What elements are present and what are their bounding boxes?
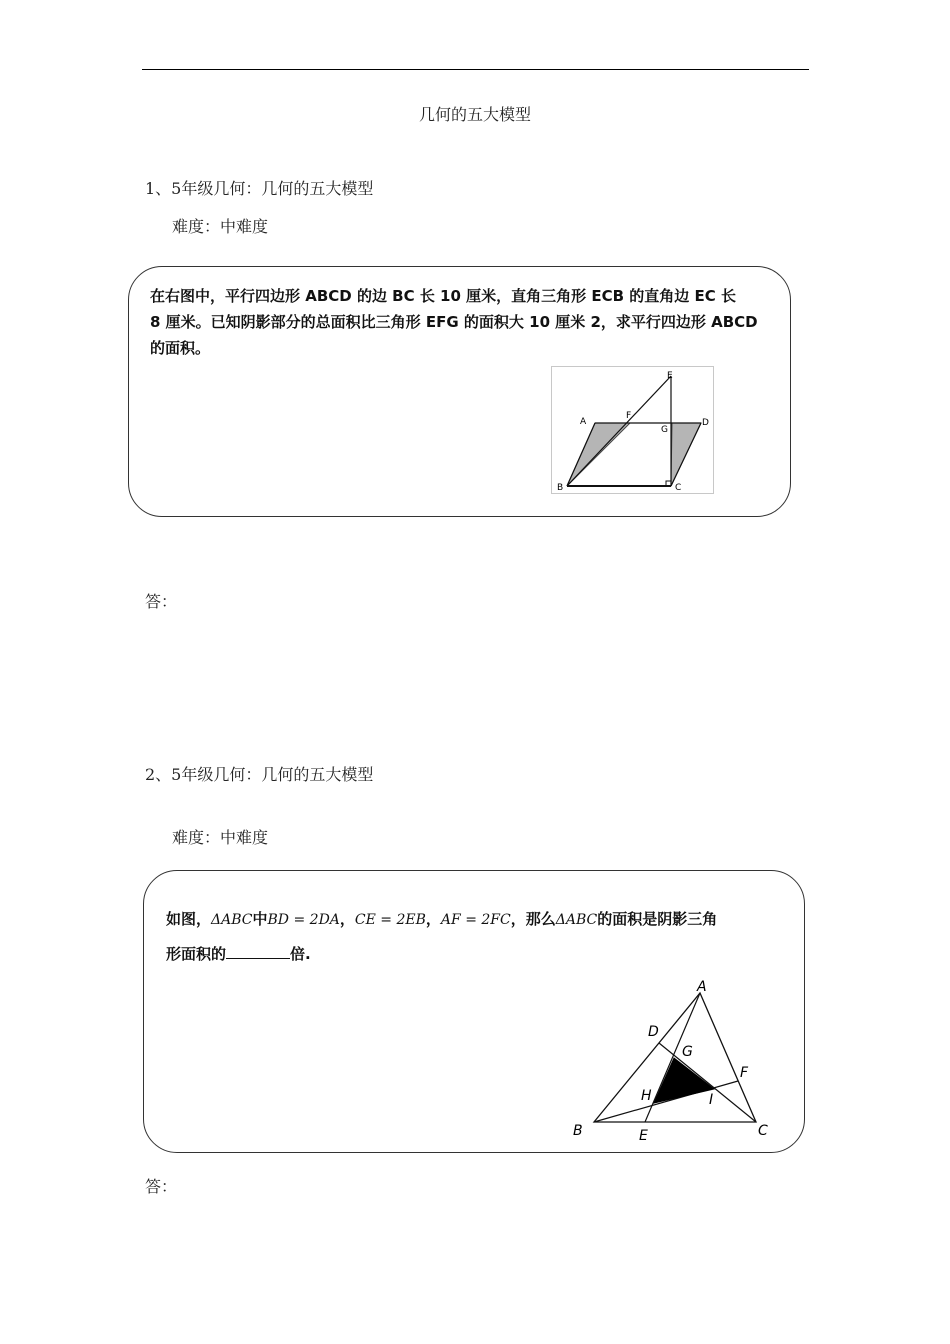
label-d: D: [648, 1024, 659, 1040]
question-2-line-2: [166, 937, 796, 971]
question-1-text: [150, 283, 780, 361]
label-f: F: [626, 411, 632, 421]
label-h: H: [641, 1088, 652, 1104]
question-1-line-2: 8 厘米。已知阴影部分的总面积比三角形 EFG 的面积大 10 厘米 2，求平行四边形 ABCD: [150, 313, 758, 331]
question-2-line-1: [166, 902, 796, 937]
q2-math-ce: CE = 2EB: [354, 912, 426, 928]
q2-math-af: AF = 2FC: [440, 912, 511, 928]
q2-text-times: 倍.: [290, 945, 311, 963]
q2-math-abc: ΔABC: [211, 912, 253, 928]
question-1-heading: 1、5年级几何：几何的五大模型: [145, 179, 374, 198]
label-a: A: [580, 417, 587, 427]
question-2-figure: [570, 976, 780, 1148]
question-1-difficulty: 难度：中难度: [172, 217, 269, 236]
label-b: B: [557, 483, 564, 493]
label-c: C: [758, 1123, 768, 1139]
q2-text-intro: 如图，: [166, 910, 212, 928]
q2-text-namo: ，那么: [510, 910, 556, 928]
label-d: D: [702, 418, 709, 428]
label-f: F: [740, 1065, 749, 1081]
label-g: G: [661, 425, 668, 435]
question-2-difficulty: 难度：中难度: [172, 828, 269, 847]
label-i: I: [709, 1092, 714, 1108]
question-1-answer: 答：: [145, 592, 178, 611]
q2-text-zhong: 中: [252, 910, 268, 928]
label-e: E: [667, 371, 673, 381]
question-1-line-3: 的面积。: [150, 339, 211, 357]
label-b: B: [573, 1123, 583, 1139]
question-1-figure: [551, 366, 714, 494]
label-e: E: [639, 1128, 648, 1144]
label-g: G: [682, 1044, 693, 1060]
label-c: C: [675, 483, 682, 493]
question-2-heading: 2、5年级几何：几何的五大模型: [145, 765, 374, 784]
page-title: 几何的五大模型: [418, 105, 531, 124]
label-a: A: [697, 979, 707, 995]
question-2-answer: 答：: [145, 1177, 178, 1196]
q2-text-area: 的面积是阴影三角: [597, 910, 718, 928]
q2-text-shape: 形面积的: [166, 945, 227, 963]
q2-math-abc-2: ΔABC: [555, 912, 598, 928]
question-2-text: [166, 902, 796, 971]
q2-math-bd: BD = 2DA: [267, 912, 340, 928]
answer-blank[interactable]: [226, 944, 290, 959]
header-rule: [142, 69, 809, 70]
q2-comma-1: ，: [339, 910, 355, 928]
q2-comma-2: ，: [425, 910, 441, 928]
question-1-line-1: 在右图中，平行四边形 ABCD 的边 BC 长 10 厘米，直角三角形 ECB 的直角边 EC 长: [150, 287, 736, 305]
